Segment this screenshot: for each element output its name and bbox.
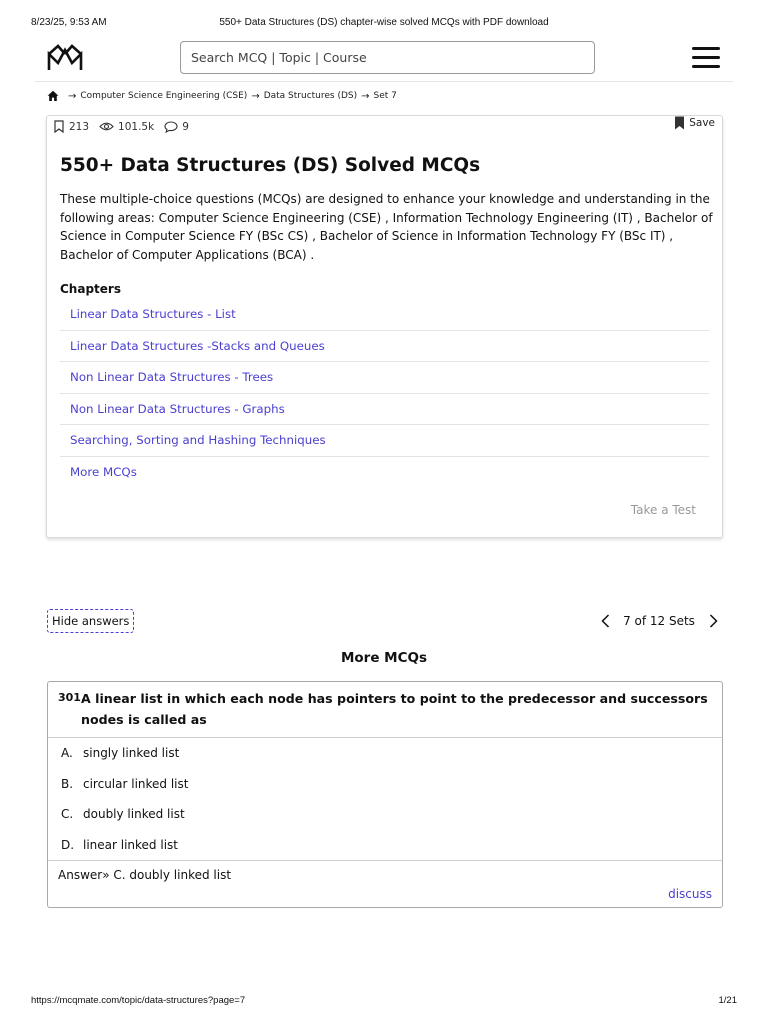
previous-set-button[interactable] bbox=[598, 612, 612, 630]
option-list bbox=[48, 738, 722, 860]
answer-text: Answer» C. doubly linked list bbox=[58, 868, 232, 882]
bookmark-count bbox=[53, 120, 89, 133]
breadcrumb bbox=[47, 89, 397, 103]
breadcrumb-item-set[interactable]: Set 7 bbox=[373, 91, 397, 101]
chapters-heading: Chapters bbox=[60, 282, 121, 296]
question-header bbox=[48, 682, 722, 738]
option-text: doubly linked list bbox=[83, 807, 185, 822]
breadcrumb-separator: → bbox=[251, 90, 260, 102]
bookmark-filled-icon bbox=[674, 116, 685, 130]
question-number: 301. bbox=[58, 691, 86, 704]
set-pager bbox=[598, 611, 720, 631]
search-input[interactable] bbox=[180, 41, 595, 74]
menu-bar-line bbox=[692, 56, 720, 59]
option-b[interactable] bbox=[48, 769, 722, 800]
breadcrumb-item-ds[interactable]: Data Structures (DS) bbox=[263, 91, 358, 101]
option-c[interactable] bbox=[48, 799, 722, 830]
print-header bbox=[0, 17, 768, 31]
breadcrumb-separator: → bbox=[361, 90, 370, 102]
section-title: More MCQs bbox=[340, 650, 428, 666]
page-title: 550+ Data Structures (DS) Solved MCQs bbox=[60, 155, 481, 176]
option-text: linear linked list bbox=[83, 837, 178, 852]
breadcrumb-item-cse[interactable]: Computer Science Engineering (CSE) bbox=[80, 91, 248, 101]
chevron-left-icon bbox=[601, 614, 610, 628]
print-page-number: 1/21 bbox=[718, 995, 737, 1006]
next-set-button[interactable] bbox=[706, 612, 720, 630]
bookmark-icon bbox=[53, 120, 65, 133]
hamburger-menu-icon[interactable] bbox=[692, 47, 720, 69]
topic-overview-card bbox=[46, 115, 723, 538]
bookmark-count-value: 213 bbox=[69, 120, 90, 133]
chapter-link[interactable]: Linear Data Structures -Stacks and Queues bbox=[60, 331, 709, 363]
question-card bbox=[47, 681, 723, 908]
chapter-list bbox=[60, 299, 709, 488]
print-datetime: 8/23/25, 9:53 AM bbox=[31, 17, 107, 28]
option-text: singly linked list bbox=[83, 746, 180, 761]
print-page-title: 550+ Data Structures (DS) chapter-wise solved MCQs with PDF download bbox=[219, 17, 549, 28]
option-a[interactable] bbox=[48, 738, 722, 769]
view-count-value: 101.5k bbox=[118, 120, 155, 133]
question-text: A linear list in which each node has pointers to point to the predecessor and successors nodes is called as bbox=[81, 691, 708, 727]
print-footer bbox=[0, 995, 768, 1009]
comment-count-value: 9 bbox=[182, 120, 189, 133]
option-letter: A. bbox=[61, 746, 73, 761]
chapter-link[interactable]: Non Linear Data Structures - Trees bbox=[60, 362, 709, 394]
mcqmate-logo-icon[interactable] bbox=[47, 44, 83, 72]
comment-count bbox=[164, 121, 189, 133]
answer-section bbox=[48, 860, 722, 907]
menu-bar-line bbox=[692, 65, 720, 68]
save-label: Save bbox=[689, 117, 715, 129]
top-navbar bbox=[35, 38, 733, 82]
hide-answers-button[interactable]: Hide answers bbox=[47, 609, 134, 633]
chevron-right-icon bbox=[709, 614, 718, 628]
view-count bbox=[99, 121, 154, 133]
option-text: circular linked list bbox=[83, 776, 189, 791]
take-test-button[interactable]: Take a Test bbox=[630, 503, 696, 517]
chapter-link[interactable]: Non Linear Data Structures - Graphs bbox=[60, 394, 709, 426]
discuss-link[interactable]: discuss bbox=[668, 887, 712, 901]
breadcrumb-separator: → bbox=[68, 90, 77, 102]
menu-bar-line bbox=[692, 47, 720, 50]
more-mcqs-link[interactable]: More MCQs bbox=[70, 465, 137, 480]
topic-description: These multiple-choice questions (MCQs) are designed to enhance your knowledge and understanding in the following areas: Computer Science Engineering (CSE) , Information Technology Engineering (IT) , Bachelor of Science in Computer Science FY (BSc CS) , Bachelor of Science in Information Technology FY (BSc IT) , Bachelor of Computer Applications (BCA) . bbox=[60, 192, 713, 262]
comment-icon bbox=[164, 121, 178, 133]
pager-status: 7 of 12 Sets bbox=[623, 614, 695, 628]
chapter-link[interactable]: Linear Data Structures - List bbox=[60, 299, 709, 331]
option-letter: D. bbox=[61, 837, 75, 852]
chapter-link[interactable]: Searching, Sorting and Hashing Techniques bbox=[60, 425, 709, 457]
eye-icon bbox=[99, 121, 114, 132]
print-url: https://mcqmate.com/topic/data-structures?page=7 bbox=[31, 995, 246, 1006]
option-d[interactable] bbox=[48, 830, 722, 861]
save-button[interactable] bbox=[674, 116, 715, 130]
option-letter: B. bbox=[61, 776, 74, 791]
home-icon[interactable] bbox=[47, 90, 59, 102]
option-letter: C. bbox=[61, 807, 74, 822]
topic-stats bbox=[53, 120, 199, 133]
